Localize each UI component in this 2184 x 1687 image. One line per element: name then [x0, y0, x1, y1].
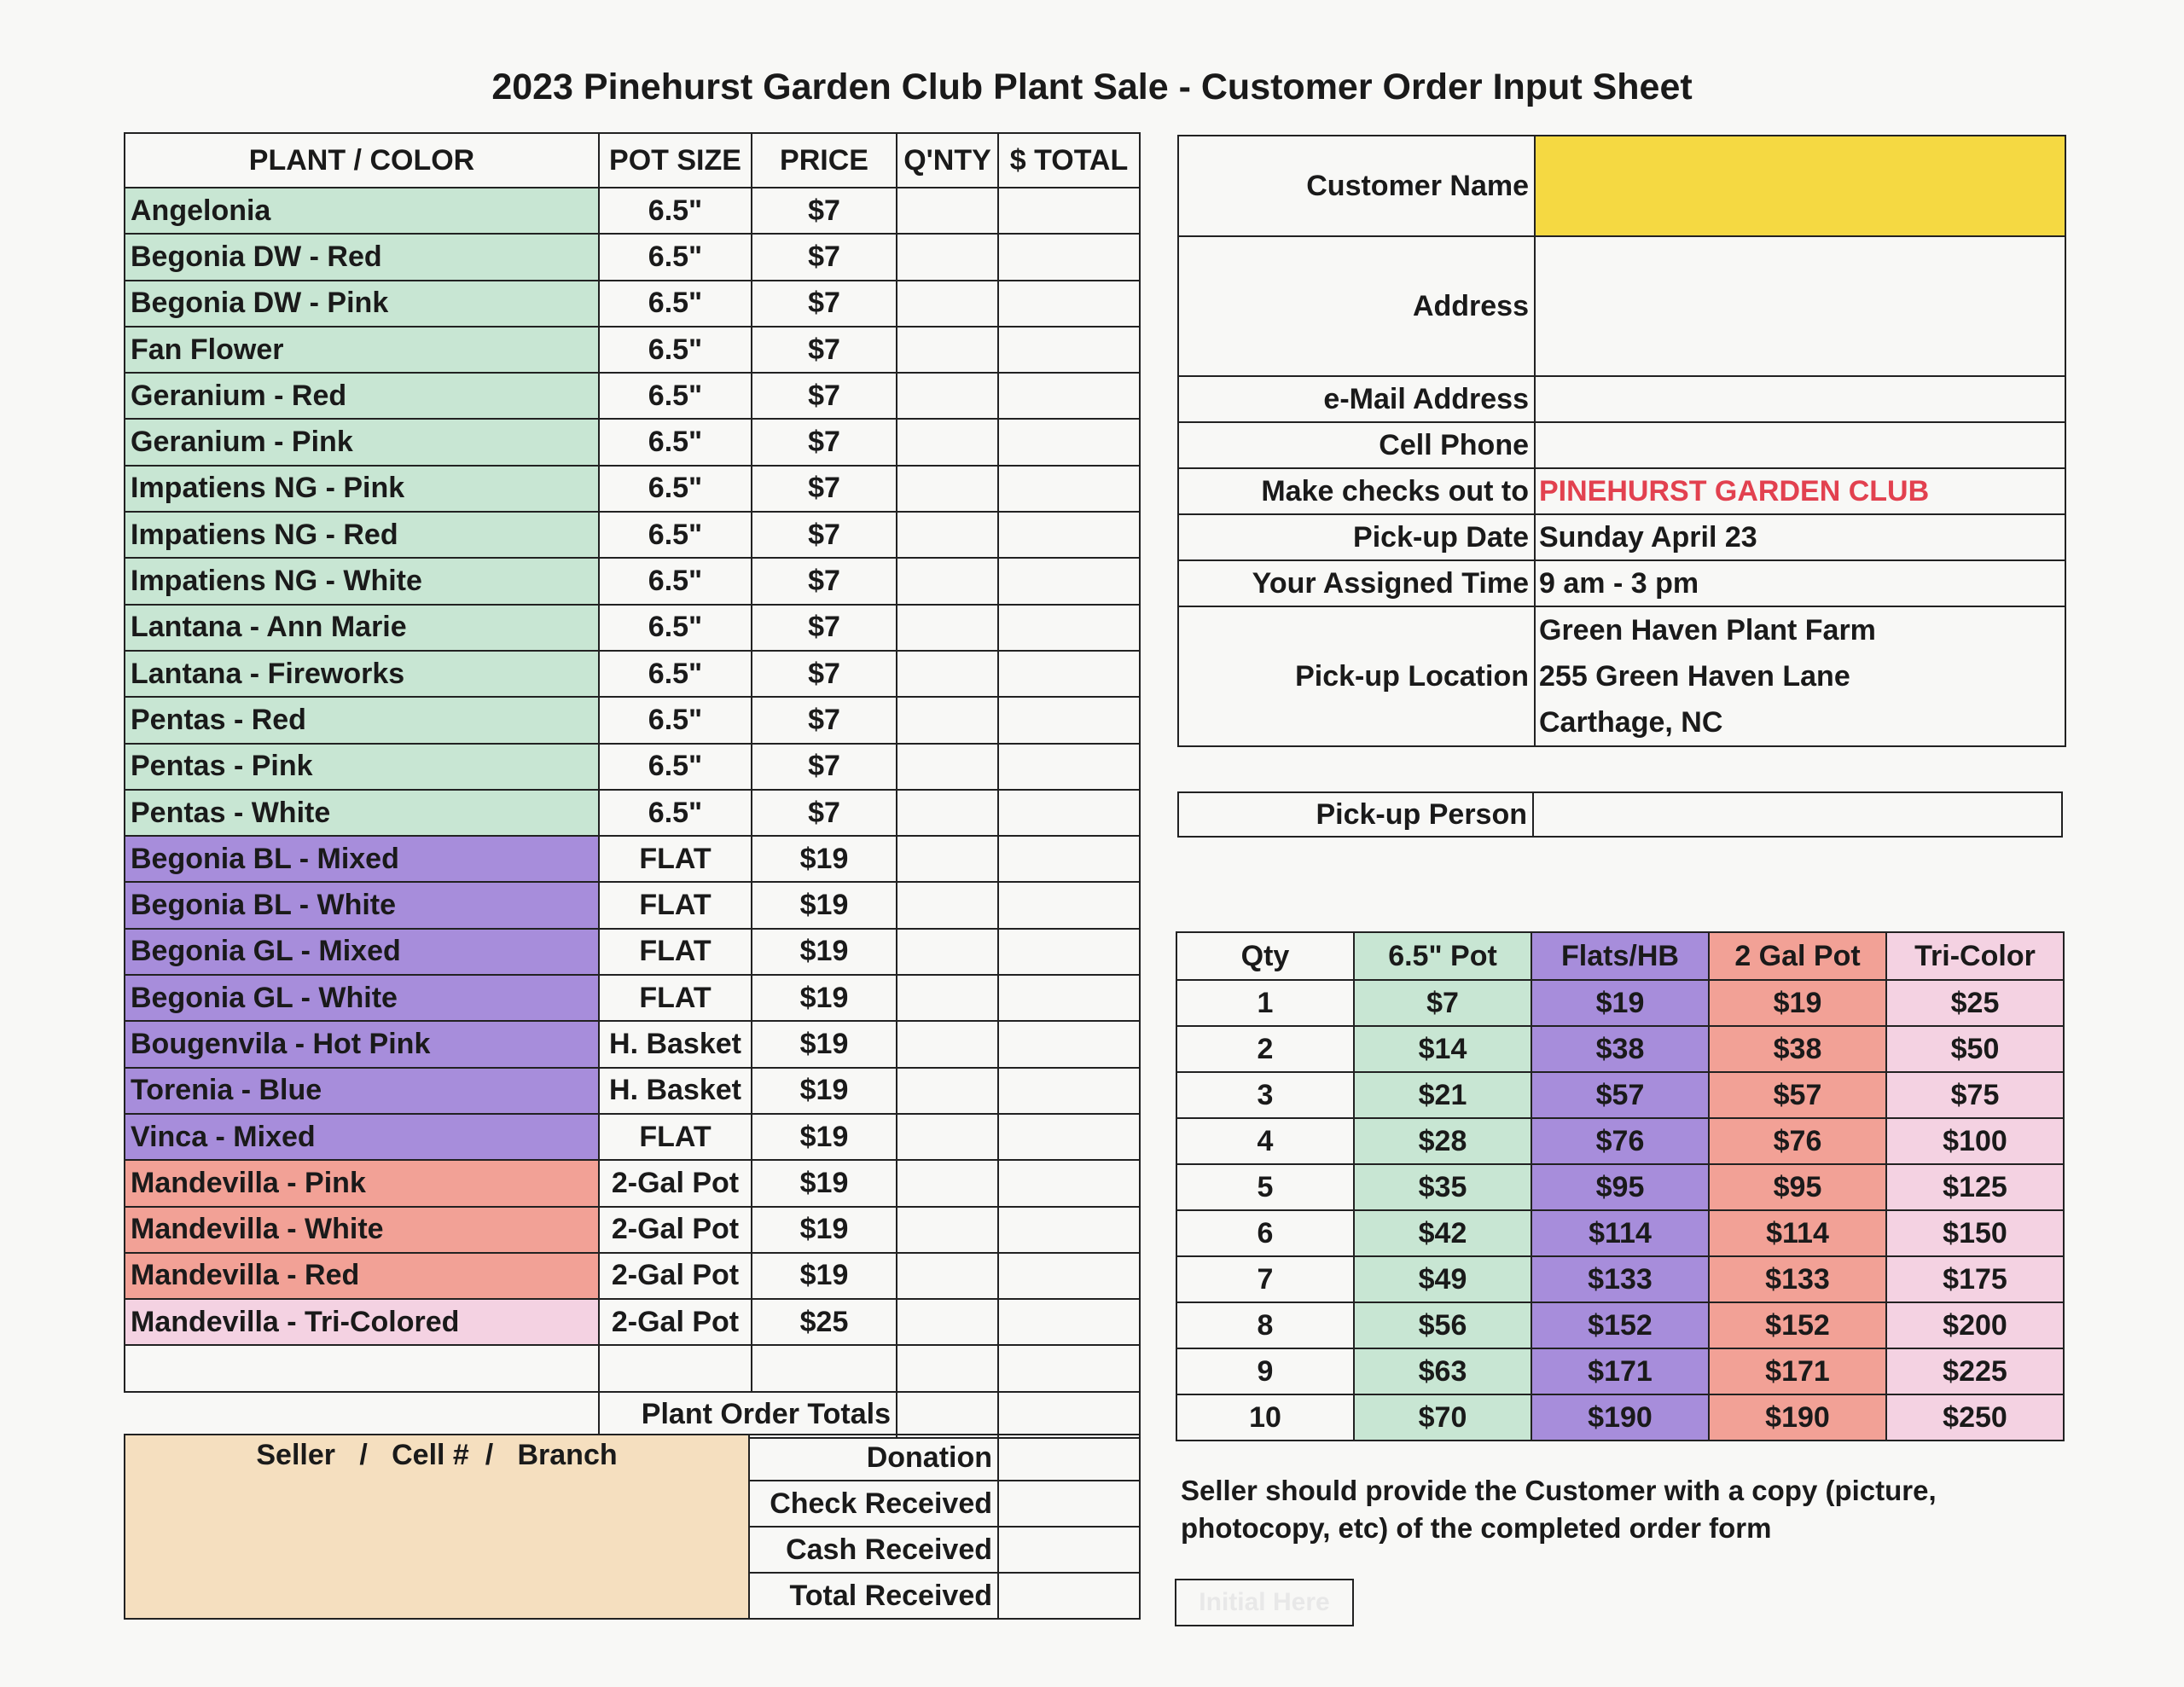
line-total-input[interactable] — [998, 1068, 1140, 1114]
header-total: $ TOTAL — [998, 133, 1140, 188]
plant-row — [125, 1299, 1140, 1345]
unit-price: $7 — [752, 419, 897, 465]
plant-name: Pentas - White — [125, 790, 599, 836]
flat-price-cell: $76 — [1531, 1118, 1709, 1164]
page-title: 2023 Pinehurst Garden Club Plant Sale - Customer Order Input Sheet — [491, 67, 1693, 107]
quantity-input[interactable] — [897, 188, 998, 234]
plant-row — [125, 1021, 1140, 1067]
total-dollars-input[interactable] — [998, 1392, 1140, 1438]
checks-payable-label: Make checks out to — [1178, 468, 1535, 514]
pickup-person-input[interactable] — [1533, 792, 2062, 837]
gal-price-cell: $133 — [1709, 1256, 1886, 1302]
pot-size: 6.5" — [599, 605, 752, 651]
quantity-input[interactable] — [897, 1207, 998, 1253]
line-total-input[interactable] — [998, 1207, 1140, 1253]
gal-price-cell: $76 — [1709, 1118, 1886, 1164]
gal-price-cell: $171 — [1709, 1348, 1886, 1394]
quantity-input[interactable] — [897, 651, 998, 697]
plant-row — [125, 466, 1140, 512]
pot-size: FLAT — [599, 975, 752, 1021]
pot-price-cell: $42 — [1354, 1210, 1531, 1256]
pot-price-cell: $35 — [1354, 1164, 1531, 1210]
gal-price-cell: $95 — [1709, 1164, 1886, 1210]
quantity-input[interactable] — [897, 281, 998, 327]
quantity-input[interactable] — [897, 558, 998, 604]
line-total-input[interactable] — [998, 373, 1140, 419]
tricolor-price-cell: $25 — [1886, 980, 2064, 1026]
quantity-price-header — [1176, 932, 2064, 980]
unit-price: $7 — [752, 697, 897, 743]
quantity-input[interactable] — [897, 1160, 998, 1206]
tricolor-price-cell: $175 — [1886, 1256, 2064, 1302]
copy-note-line-2: photocopy, etc) of the completed order form — [1181, 1512, 1772, 1544]
header-price: PRICE — [752, 133, 897, 188]
plant-name: Lantana - Ann Marie — [125, 605, 599, 651]
unit-price: $19 — [752, 1253, 897, 1299]
line-total-input[interactable] — [998, 790, 1140, 836]
quantity-input[interactable] — [897, 1068, 998, 1114]
unit-price: $19 — [752, 882, 897, 928]
quantity-input[interactable] — [897, 1299, 998, 1345]
line-total-input[interactable] — [998, 327, 1140, 373]
pot-size: H. Basket — [599, 1021, 752, 1067]
plant-row — [125, 373, 1140, 419]
gal-price-cell: $152 — [1709, 1302, 1886, 1348]
pot-price-cell: $70 — [1354, 1394, 1531, 1441]
flat-price-cell: $57 — [1531, 1072, 1709, 1118]
unit-price: $19 — [752, 929, 897, 975]
gal-price-cell: $19 — [1709, 980, 1886, 1026]
header-pot-size: POT SIZE — [599, 133, 752, 188]
cash-received-input[interactable] — [998, 1527, 1140, 1573]
quantity-price-table — [1176, 931, 2065, 1441]
copy-note — [1181, 1472, 1937, 1547]
pickup-location-label: Pick-up Location — [1178, 606, 1535, 746]
unit-price: $7 — [752, 605, 897, 651]
blank-cell[interactable] — [897, 1345, 998, 1391]
qty-cell: 6 — [1176, 1210, 1354, 1256]
plant-row — [125, 1253, 1140, 1299]
line-total-input[interactable] — [998, 1021, 1140, 1067]
line-total-input[interactable] — [998, 1114, 1140, 1160]
line-total-input[interactable] — [998, 512, 1140, 558]
header-tricolor-price: Tri-Color — [1886, 932, 2064, 980]
pot-price-cell: $49 — [1354, 1256, 1531, 1302]
unit-price: $7 — [752, 188, 897, 234]
plant-name: Geranium - Pink — [125, 419, 599, 465]
quantity-input[interactable] — [897, 512, 998, 558]
plant-row — [125, 419, 1140, 465]
plant-row — [125, 1160, 1140, 1206]
line-total-input[interactable] — [998, 882, 1140, 928]
assigned-time-value: 9 am - 3 pm — [1535, 560, 2065, 606]
line-total-input[interactable] — [998, 1160, 1140, 1206]
plant-name: Bougenvila - Hot Pink — [125, 1021, 599, 1067]
pot-size: 6.5" — [599, 744, 752, 790]
blank-row — [125, 1345, 1140, 1391]
plant-name: Begonia DW - Pink — [125, 281, 599, 327]
plant-name: Mandevilla - Pink — [125, 1160, 599, 1206]
pickup-date-label: Pick-up Date — [1178, 514, 1535, 560]
quantity-input[interactable] — [897, 790, 998, 836]
flat-price-cell: $190 — [1531, 1394, 1709, 1441]
seller-info-field[interactable] — [125, 1435, 749, 1619]
unit-price: $7 — [752, 744, 897, 790]
qty-cell: 1 — [1176, 980, 1354, 1026]
plant-row — [125, 558, 1140, 604]
plant-row — [125, 512, 1140, 558]
line-total-input[interactable] — [998, 1253, 1140, 1299]
tricolor-price-cell: $150 — [1886, 1210, 2064, 1256]
qty-cell: 8 — [1176, 1302, 1354, 1348]
assigned-time-label: Your Assigned Time — [1178, 560, 1535, 606]
pot-size: 2-Gal Pot — [599, 1160, 752, 1206]
plant-row — [125, 975, 1140, 1021]
pot-size: 6.5" — [599, 466, 752, 512]
plant-row — [125, 882, 1140, 928]
plant-name: Begonia GL - Mixed — [125, 929, 599, 975]
plant-row — [125, 605, 1140, 651]
quantity-price-row — [1176, 1164, 2064, 1210]
plant-name: Fan Flower — [125, 327, 599, 373]
total-quantity-input[interactable] — [897, 1392, 998, 1438]
line-total-input[interactable] — [998, 1299, 1140, 1345]
line-total-input[interactable] — [998, 929, 1140, 975]
quantity-input[interactable] — [897, 697, 998, 743]
qty-cell: 5 — [1176, 1164, 1354, 1210]
quantity-price-row — [1176, 1072, 2064, 1118]
pickup-person-label: Pick-up Person — [1178, 792, 1533, 837]
plant-row — [125, 1207, 1140, 1253]
cell-phone-input[interactable] — [1535, 422, 2065, 468]
pot-size: 6.5" — [599, 512, 752, 558]
blank-cell[interactable] — [599, 1345, 752, 1391]
plant-order-totals-row — [125, 1392, 1140, 1438]
pot-price-cell: $14 — [1354, 1026, 1531, 1072]
qty-cell: 9 — [1176, 1348, 1354, 1394]
quantity-price-row — [1176, 1302, 2064, 1348]
quantity-input[interactable] — [897, 882, 998, 928]
pot-size: 6.5" — [599, 558, 752, 604]
qty-cell: 7 — [1176, 1256, 1354, 1302]
unit-price: $7 — [752, 790, 897, 836]
quantity-input[interactable] — [897, 1021, 998, 1067]
plant-name: Begonia GL - White — [125, 975, 599, 1021]
quantity-price-row — [1176, 1394, 2064, 1441]
plant-name: Begonia BL - Mixed — [125, 836, 599, 882]
quantity-price-row — [1176, 1348, 2064, 1394]
gal-price-cell: $38 — [1709, 1026, 1886, 1072]
checks-payable-value: PINEHURST GARDEN CLUB — [1535, 468, 2065, 514]
unit-price: $19 — [752, 1021, 897, 1067]
plant-row — [125, 929, 1140, 975]
unit-price: $7 — [752, 466, 897, 512]
plant-row — [125, 1114, 1140, 1160]
qty-cell: 10 — [1176, 1394, 1354, 1441]
pickup-date-value: Sunday April 23 — [1535, 514, 2065, 560]
qty-cell: 2 — [1176, 1026, 1354, 1072]
quantity-input[interactable] — [897, 1114, 998, 1160]
header-gal-price: 2 Gal Pot — [1709, 932, 1886, 980]
unit-price: $19 — [752, 975, 897, 1021]
tricolor-price-cell: $250 — [1886, 1394, 2064, 1441]
plant-name: Geranium - Red — [125, 373, 599, 419]
flat-price-cell: $19 — [1531, 980, 1709, 1026]
pot-price-cell: $56 — [1354, 1302, 1531, 1348]
line-total-input[interactable] — [998, 744, 1140, 790]
address-input[interactable] — [1535, 236, 2065, 376]
quantity-price-row — [1176, 1210, 2064, 1256]
unit-price: $7 — [752, 651, 897, 697]
total-received-label: Total Received — [749, 1573, 998, 1619]
blank-cell[interactable] — [125, 1345, 599, 1391]
plant-name: Impatiens NG - Red — [125, 512, 599, 558]
blank-cell[interactable] — [752, 1345, 897, 1391]
cash-received-label: Cash Received — [749, 1527, 998, 1573]
tricolor-price-cell: $50 — [1886, 1026, 2064, 1072]
customer-name-input[interactable] — [1535, 136, 2065, 236]
pot-size: FLAT — [599, 1114, 752, 1160]
unit-price: $19 — [752, 1114, 897, 1160]
gal-price-cell: $190 — [1709, 1394, 1886, 1441]
flat-price-cell: $133 — [1531, 1256, 1709, 1302]
gal-price-cell: $57 — [1709, 1072, 1886, 1118]
pot-size: FLAT — [599, 882, 752, 928]
seller-label: Seller / Cell # / Branch — [256, 1439, 618, 1471]
quantity-input[interactable] — [897, 419, 998, 465]
donation-input[interactable] — [998, 1435, 1140, 1481]
quantity-price-row — [1176, 1026, 2064, 1072]
payment-totals-table — [124, 1434, 1141, 1620]
line-total-input[interactable] — [998, 836, 1140, 882]
plant-row — [125, 188, 1140, 234]
tricolor-price-cell: $125 — [1886, 1164, 2064, 1210]
pot-size: 6.5" — [599, 651, 752, 697]
plant-row — [125, 697, 1140, 743]
quantity-input[interactable] — [897, 1253, 998, 1299]
quantity-input[interactable] — [897, 466, 998, 512]
line-total-input[interactable] — [998, 419, 1140, 465]
pot-size: H. Basket — [599, 1068, 752, 1114]
flat-price-cell: $152 — [1531, 1302, 1709, 1348]
unit-price: $7 — [752, 327, 897, 373]
plant-order-totals-label: Plant Order Totals — [599, 1392, 897, 1438]
pot-size: FLAT — [599, 836, 752, 882]
unit-price: $7 — [752, 373, 897, 419]
pot-price-cell: $28 — [1354, 1118, 1531, 1164]
blank-cell[interactable] — [998, 1345, 1140, 1391]
line-total-input[interactable] — [998, 281, 1140, 327]
pot-size: 2-Gal Pot — [599, 1299, 752, 1345]
header-flat-price: Flats/HB — [1531, 932, 1709, 980]
pot-size: 6.5" — [599, 327, 752, 373]
plant-name: Torenia - Blue — [125, 1068, 599, 1114]
pot-size: 6.5" — [599, 790, 752, 836]
plant-name: Begonia DW - Red — [125, 234, 599, 280]
line-total-input[interactable] — [998, 558, 1140, 604]
pot-size: 2-Gal Pot — [599, 1207, 752, 1253]
plant-order-table — [124, 132, 1141, 1439]
pot-size: 6.5" — [599, 234, 752, 280]
plant-row — [125, 744, 1140, 790]
pot-price-cell: $21 — [1354, 1072, 1531, 1118]
location-line-1: Green Haven Plant Farm — [1539, 614, 1876, 646]
pot-size: 6.5" — [599, 188, 752, 234]
copy-note-line-1: Seller should provide the Customer with a copy (picture, — [1181, 1475, 1937, 1506]
quantity-price-row — [1176, 1118, 2064, 1164]
address-label: Address — [1178, 236, 1535, 376]
unit-price: $19 — [752, 1160, 897, 1206]
unit-price: $7 — [752, 558, 897, 604]
quantity-input[interactable] — [897, 373, 998, 419]
location-line-3: Carthage, NC — [1539, 706, 1723, 739]
check-received-input[interactable] — [998, 1481, 1140, 1527]
pot-size: FLAT — [599, 929, 752, 975]
flat-price-cell: $95 — [1531, 1164, 1709, 1210]
tricolor-price-cell: $75 — [1886, 1072, 2064, 1118]
initial-here-field[interactable]: Initial Here — [1175, 1579, 1354, 1626]
qty-cell: 4 — [1176, 1118, 1354, 1164]
plant-name: Mandevilla - Red — [125, 1253, 599, 1299]
pickup-person-table — [1177, 791, 2063, 838]
plant-name: Lantana - Fireworks — [125, 651, 599, 697]
header-plant-color: PLANT / COLOR — [125, 133, 599, 188]
quantity-input[interactable] — [897, 744, 998, 790]
line-total-input[interactable] — [998, 234, 1140, 280]
plant-name: Mandevilla - Tri-Colored — [125, 1299, 599, 1345]
email-label: e-Mail Address — [1178, 376, 1535, 422]
plant-name: Pentas - Red — [125, 697, 599, 743]
pot-size: 6.5" — [599, 281, 752, 327]
line-total-input[interactable] — [998, 605, 1140, 651]
plant-name: Mandevilla - White — [125, 1207, 599, 1253]
unit-price: $7 — [752, 281, 897, 327]
gal-price-cell: $114 — [1709, 1210, 1886, 1256]
quantity-input[interactable] — [897, 836, 998, 882]
plant-name: Impatiens NG - White — [125, 558, 599, 604]
line-total-input[interactable] — [998, 466, 1140, 512]
pickup-location-value — [1535, 606, 2065, 746]
cell-phone-label: Cell Phone — [1178, 422, 1535, 468]
quantity-input[interactable] — [897, 234, 998, 280]
header-pot-price: 6.5" Pot — [1354, 932, 1531, 980]
quantity-price-row — [1176, 980, 2064, 1026]
tricolor-price-cell: $225 — [1886, 1348, 2064, 1394]
line-total-input[interactable] — [998, 975, 1140, 1021]
plant-name: Impatiens NG - Pink — [125, 466, 599, 512]
header-qty: Qty — [1176, 932, 1354, 980]
email-input[interactable] — [1535, 376, 2065, 422]
check-received-label: Check Received — [749, 1481, 998, 1527]
total-received-input[interactable] — [998, 1573, 1140, 1619]
customer-name-label: Customer Name — [1178, 136, 1535, 236]
plant-row — [125, 281, 1140, 327]
customer-info-table — [1177, 135, 2066, 747]
pot-size: 6.5" — [599, 419, 752, 465]
line-total-input[interactable] — [998, 651, 1140, 697]
unit-price: $19 — [752, 1207, 897, 1253]
plant-row — [125, 790, 1140, 836]
tricolor-price-cell: $100 — [1886, 1118, 2064, 1164]
quantity-input[interactable] — [897, 327, 998, 373]
plant-row — [125, 836, 1140, 882]
flat-price-cell: $171 — [1531, 1348, 1709, 1394]
quantity-input[interactable] — [897, 605, 998, 651]
qty-cell: 3 — [1176, 1072, 1354, 1118]
plant-row — [125, 1068, 1140, 1114]
plant-name: Begonia BL - White — [125, 882, 599, 928]
flat-price-cell: $114 — [1531, 1210, 1709, 1256]
unit-price: $7 — [752, 234, 897, 280]
quantity-input[interactable] — [897, 975, 998, 1021]
unit-price: $25 — [752, 1299, 897, 1345]
donation-label: Donation — [749, 1435, 998, 1481]
plant-name: Angelonia — [125, 188, 599, 234]
pot-price-cell: $63 — [1354, 1348, 1531, 1394]
pot-size: 6.5" — [599, 697, 752, 743]
flat-price-cell: $38 — [1531, 1026, 1709, 1072]
unit-price: $19 — [752, 836, 897, 882]
header-quantity: Q'NTY — [897, 133, 998, 188]
plant-row — [125, 234, 1140, 280]
unit-price: $7 — [752, 512, 897, 558]
line-total-input[interactable] — [998, 188, 1140, 234]
pot-size: 2-Gal Pot — [599, 1253, 752, 1299]
quantity-price-row — [1176, 1256, 2064, 1302]
location-line-2: 255 Green Haven Lane — [1539, 660, 1850, 693]
pot-price-cell: $7 — [1354, 980, 1531, 1026]
quantity-input[interactable] — [897, 929, 998, 975]
plant-name: Vinca - Mixed — [125, 1114, 599, 1160]
plant-name: Pentas - Pink — [125, 744, 599, 790]
line-total-input[interactable] — [998, 697, 1140, 743]
plant-row — [125, 327, 1140, 373]
plant-row — [125, 651, 1140, 697]
pot-size: 6.5" — [599, 373, 752, 419]
tricolor-price-cell: $200 — [1886, 1302, 2064, 1348]
unit-price: $19 — [752, 1068, 897, 1114]
